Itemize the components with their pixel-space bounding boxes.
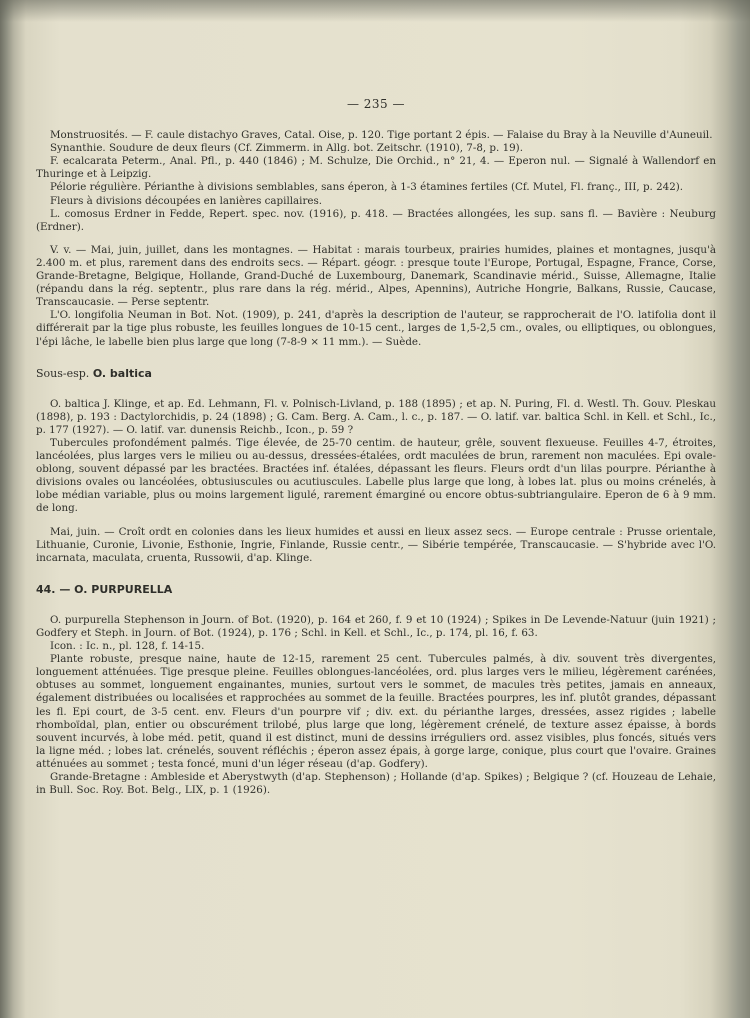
section-heading: 44. — O. PURPURELLA (36, 582, 173, 596)
paragraph: Synanthie. Soudure de deux fleurs (Cf. Zimmerm. in Allg. bot. Zeitschr. (1910), 7-8, p. 19). (50, 142, 523, 155)
paragraph: Pélorie régulière. Périanthe à divisions semblables, sans éperon, à 1-3 étamines fertiles (Cf. Mutel, Fl. franç., III, p. 242). (50, 181, 684, 194)
page-number: — 235 — (346, 97, 406, 111)
paragraph: O. purpurella Stephenson in Journ. of Bot. (1920), p. 164 et 260, f. 9 et 10 (1924) ; Spikes in De Levende-Natuur (juin 1921) ; Godfery et Steph. in Journ. of Bot. (1924), p. 176 ; Schl. in Kell. et Schl., Ic., p. 174, pl. 16, f. 63. (36, 613, 716, 639)
purpurella-section (36, 614, 716, 797)
paragraph: Tubercules profondément palmés. Tige élevée, de 25-70 centim. de hauteur, grêle, souvent flexueuse. Feuilles 4-7, étroites, lancéolées, plus larges vers le milieu ou au-dessus, dressées-étalées, ordt maculées de brun, rarement non maculées. Epi ovale-oblong, souvent dépassé par les bractées. Bractées inf. étalées, dépassant les fleurs. Fleurs ordt d'un lilas pourpre. Périanthe à divisions ovales ou lancéolées, obtusiuscules ou acutiuscules. Labelle plus large que long, à lobes lat. plus ou moins crénelés, à lobe médian variable, plus ou moins largement ligulé, rarement émarginé ou encore obtus-subtriangulaire. Eperon de 6 à 9 mm. de long. (36, 436, 716, 515)
baltica-section (36, 398, 716, 565)
paragraph: Icon. : Ic. n., pl. 128, f. 14-15. (50, 640, 205, 653)
paragraph: Plante robuste, presque naine, haute de 12-15, rarement 25 cent. Tubercules palmés, à div. souvent très divergentes, longuement atténuées. Tige presque pleine. Feuilles oblongues-lancéolées, ord. plus larges vers le milieu, légèrement carénées, obtuses au sommet, longuement engainantes, munies, surtout vers le sommet, de macules très petites, jamais en anneaux, également distribuées ou localisées et rapprochées au sommet de la feuille. Bractées pourpres, les inf. plutôt grandes, dépassant les fl. Epi court, de 3-5 cent. env. Fleurs d'un pourpre vif ; div. ext. du périanthe larges, dressées, assez rigides ; labelle rhomboïdal, plan, entier ou obscurément trilobé, plus large que long, légèrement crénelé, de texture assez épaisse, à bords souvent incurvés, à lobe méd. petit, quand il est distinct, muni de dessins irréguliers ord. assez visibles, plus foncés, situés vers la ligne méd. ; lobes lat. crénelés, souvent réfléchis ; éperon assez épais, à gorge large, conique, plus court que l'ovaire. Graines atténuées au sommet ; testa foncé, muni d'un léger réseau (d'ap. Godfery). (36, 653, 716, 770)
subspecies-prefix: Sous-esp. (36, 366, 90, 380)
paragraph: Fleurs à divisions découpées en lanières capillaires. (50, 194, 323, 207)
paragraph: F. ecalcarata Peterm., Anal. Pfl., p. 440 (1846) ; M. Schulze, Die Orchid., n° 21, 4. — Eperon nul. — Signalé à Wallendorf en Thuringe et à Leipzig. (36, 155, 716, 181)
subspecies-name: O. baltica (92, 366, 152, 380)
paragraph: L. comosus Erdner in Fedde, Repert. spec. nov. (1916), p. 418. — Bractées allongées, les sup. sans fl. — Bavière : Neuburg (Erdner). (36, 207, 716, 233)
paragraph: V. v. — Mai, juin, juillet, dans les montagnes. — Habitat : marais tourbeux, prairies humides, plaines et montagnes, jusqu'à 2.400 m. et plus, rarement dans des endroits secs. — Répart. géogr. : presque toute l'Europe, Portugal, Espagne, France, Corse, Grande-Bretagne, Belgique, Hollande, Grand-Duché de Luxembourg, Danemark, Scandinavie mérid., Suisse, Allemagne, Italie (répandu dans la rég. septentr., plus rare dans la rég. mérid., Alpes, Apennins), Autriche Hongrie, Balkans, Russie, Caucase, Transcaucasie. — Perse septentr. (36, 243, 716, 309)
binding-shadow (0, 0, 750, 22)
paragraph: O. baltica J. Klinge, et ap. Ed. Lehmann, Fl. v. Polnisch-Livland, p. 188 (1895) ; et ap. N. Puring, Fl. d. Westl. Th. Gouv. Pleskau (1898), p. 193 : Dactylorchidis, p. 24 (1898) ; G. Cam. Berg. A. Cam., l. c., p. 187. — O. latif. var. baltica Schl. in Kell. et Schl., Ic., p. 177 (1927). — O. latif. var. dunensis Reichb., Icon., p. 59 ? (36, 397, 716, 436)
paragraph: Grande-Bretagne : Ambleside et Aberystwyth (d'ap. Stephenson) ; Hollande (d'ap. Spikes) ; Belgique ? (cf. Houzeau de Lehaie, in Bull. Soc. Roy. Bot. Belg., LIX, p. 1 (1926). (36, 771, 716, 797)
page-body (36, 98, 716, 797)
paragraph: L'O. longifolia Neuman in Bot. Not. (1909), p. 241, d'après la description de l'auteur, se rapprocherait de l'O. latifolia dont il différerait par la tige plus robuste, les feuilles longues de 10-15 cent., larges de 1,5-2,5 cm., ovales, ou elliptiques, ou oblongues, l'épi lâche, le labelle bien plus large que long (7-8-9 × 11 mm.). — Suède. (36, 309, 716, 348)
paragraph: Mai, juin. — Croît ordt en colonies dans les lieux humides et aussi en lieux assez secs. — Europe centrale : Prusse orientale, Lithuanie, Curonie, Livonie, Esthonie, Ingrie, Finlande, Russie centr., — Sibérie tempérée, Transcaucasie. — S'hybride avec l'O. incarnata, maculata, cruenta, Russowii, d'ap. Klinge. (36, 525, 716, 564)
paragraph: Monstruosités. — F. caule distachyo Graves, Catal. Oise, p. 120. Tige portant 2 épis. — Falaise du Bray à la Neuville d'Auneuil. (50, 129, 713, 142)
monstrosities-section (36, 129, 716, 234)
habitat-section (36, 244, 716, 349)
subspecies-heading (36, 367, 716, 380)
